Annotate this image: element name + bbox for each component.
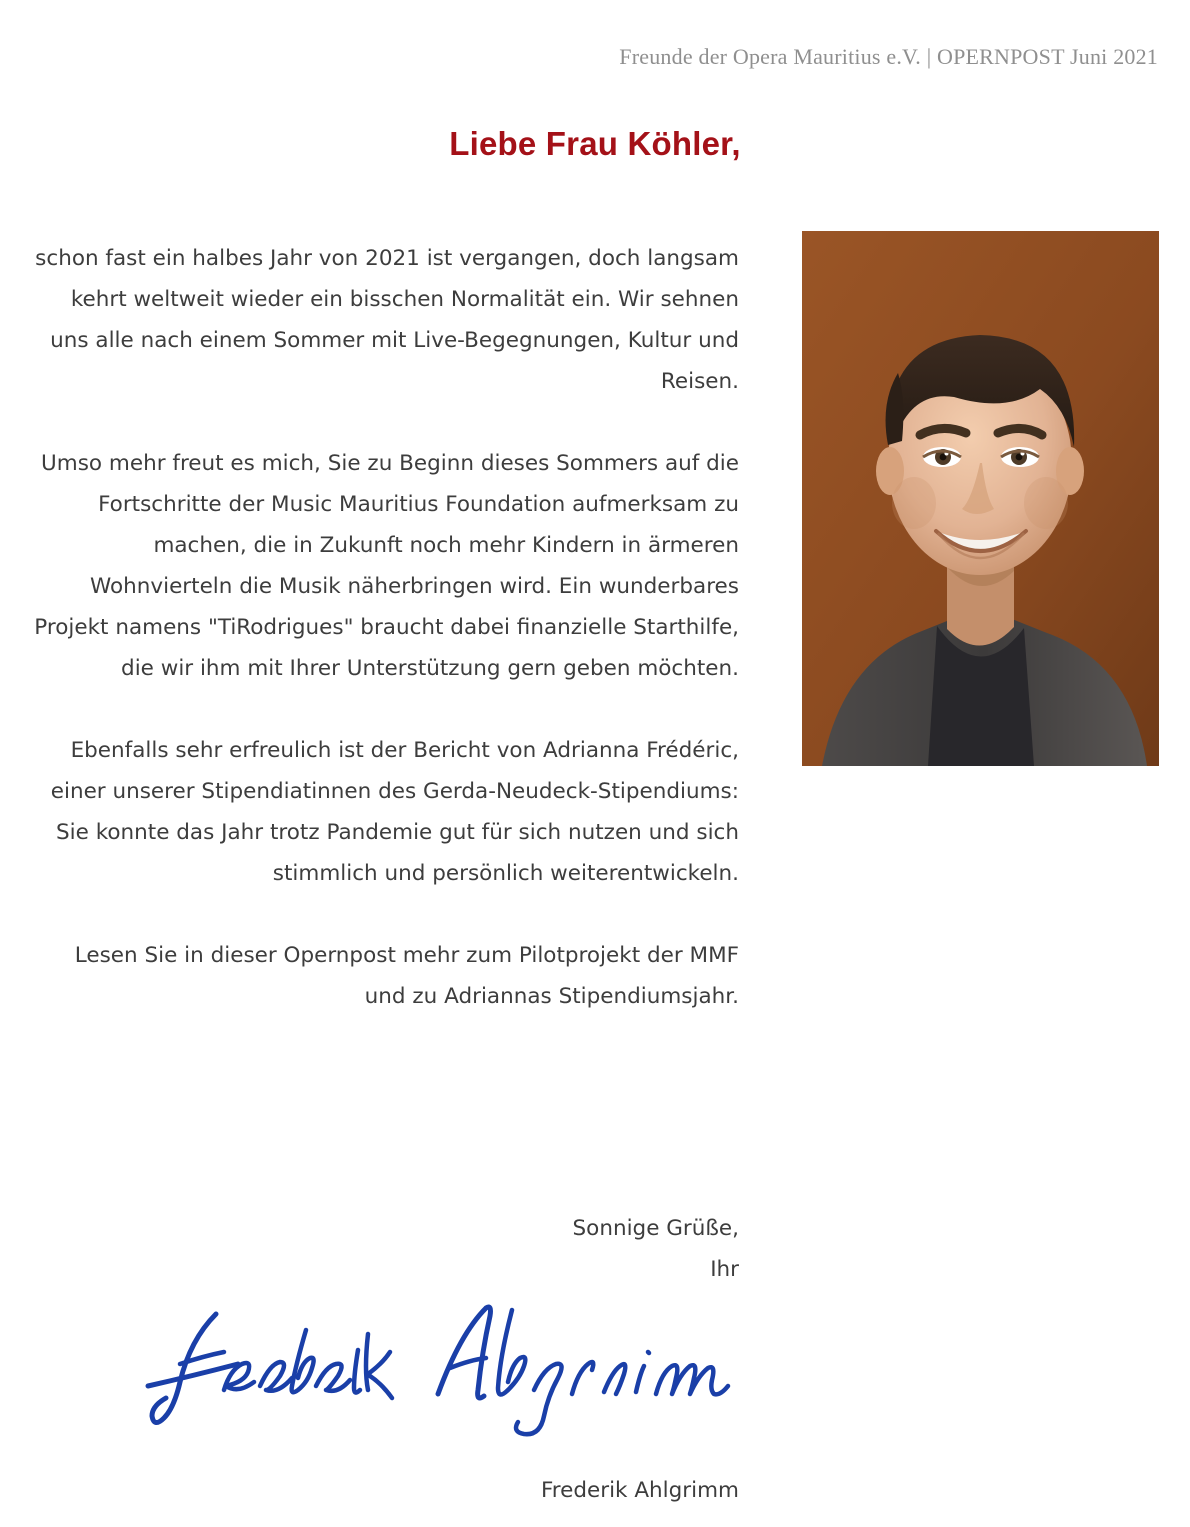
closing-greeting: Sonnige Grüße, <box>572 1216 739 1241</box>
masthead-publication-line: Freunde der Opera Mauritius e.V. | OPERNPOST Juni 2021 <box>619 44 1158 69</box>
letter-body <box>34 238 739 1058</box>
closing-pronoun: Ihr <box>710 1257 739 1282</box>
signature-name: Frederik Ahlgrimm <box>540 1478 739 1503</box>
letter-paragraph-4: Lesen Sie in dieser Opernpost mehr zum Pilotprojekt der MMF und zu Adriannas Stipendiumsjahr. <box>74 943 739 1009</box>
letter-paragraph-1: schon fast ein halbes Jahr von 2021 ist vergangen, doch langsam kehrt weltweit wieder ein bisschen Normalität ein. Wir sehnen uns alle nach einem Sommer mit Live-Begegnungen, Kultur und Reisen. <box>35 246 739 394</box>
page-title-salutation: Liebe Frau Köhler, <box>449 125 741 162</box>
portrait-photo <box>802 231 1159 766</box>
letter-paragraph-3: Ebenfalls sehr erfreulich ist der Bericht von Adrianna Frédéric, einer unserer Stipendiatinnen des Gerda-Neudeck-Stipendiums: Sie konnte das Jahr trotz Pandemie gut für sich nutzen und sich stimmlich und persönlich weiterentwickeln. <box>50 738 739 886</box>
letter-closing <box>34 1208 739 1290</box>
signature-image <box>120 1290 740 1450</box>
letter-paragraph-2: Umso mehr freut es mich, Sie zu Beginn dieses Sommers auf die Fortschritte der Music Mauritius Foundation aufmerksam zu machen, die in Zukunft noch mehr Kindern in ärmeren Wohnvierteln die Musik näherbringen wird. Ein wunderbares Projekt namens "TiRodrigues" braucht dabei finanzielle Starthilfe, die wir ihm mit Ihrer Unterstützung gern geben möchten. <box>34 451 739 681</box>
